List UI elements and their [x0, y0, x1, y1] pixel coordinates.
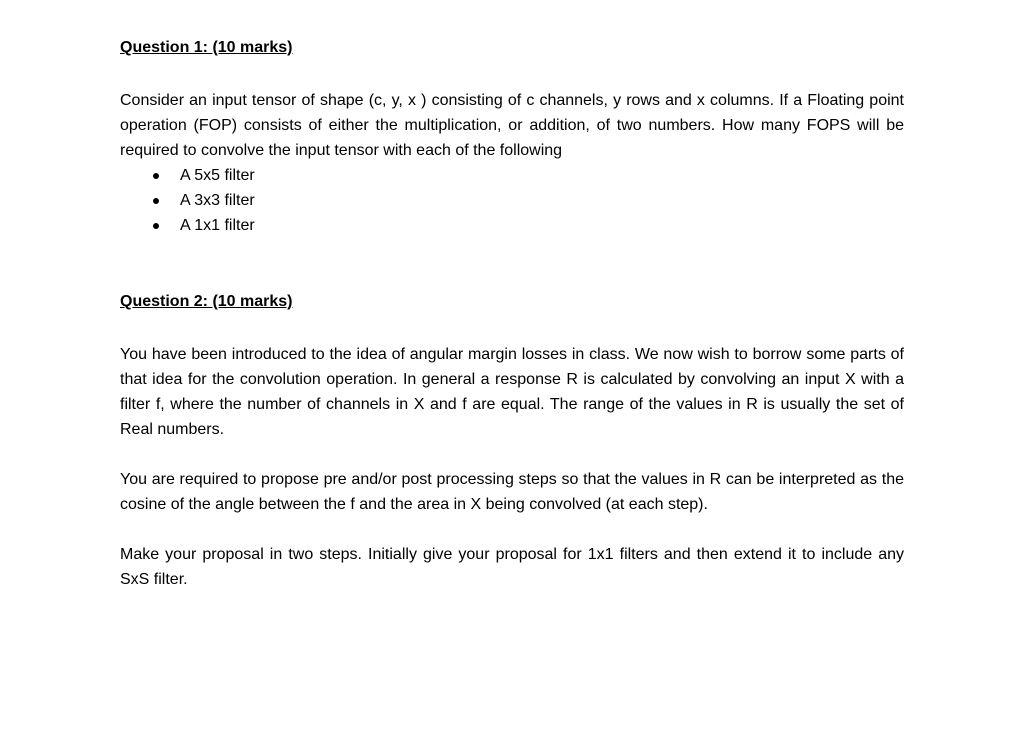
bullet-icon: [153, 198, 159, 204]
question-1-intro: Consider an input tensor of shape (c, y, x ) consisting of c channels, y rows and x columns. If a Floating point operation (FOP) consists of either the multiplication, or addition, of two numbers. How many FOPS will be required to convolve the input tensor with each of the following: [120, 92, 904, 159]
document-page: [120, 38, 904, 592]
question-1-filter-list: [120, 163, 904, 238]
question-1: [120, 38, 904, 238]
bullet-icon: [153, 173, 159, 179]
question-2-paragraph-1: You have been introduced to the idea of angular margin losses in class. We now wish to borrow some parts of that idea for the convolution operation. In general a response R is calculated by convolving an input X with a filter f, where the number of channels in X and f are equal. The range of the values in R is usually the set of Real numbers.: [120, 346, 904, 438]
list-item-text: A 5x5 filter: [180, 167, 255, 184]
question-2-paragraph-2: You are required to propose pre and/or post processing steps so that the values in R can be interpreted as the cosine of the angle between the f and the area in X being convolved (at each step).: [120, 471, 904, 513]
list-item-text: A 3x3 filter: [180, 192, 255, 209]
list-item-text: A 1x1 filter: [180, 217, 255, 234]
list-item: [120, 213, 904, 238]
list-item: [120, 163, 904, 188]
question-2-paragraph-3: Make your proposal in two steps. Initially give your proposal for 1x1 filters and then extend it to include any SxS filter.: [120, 546, 904, 588]
question-2-heading: Question 2: (10 marks): [120, 293, 293, 310]
question-1-heading: Question 1: (10 marks): [120, 39, 293, 56]
question-2: [120, 292, 904, 592]
bullet-icon: [153, 223, 159, 229]
list-item: [120, 188, 904, 213]
